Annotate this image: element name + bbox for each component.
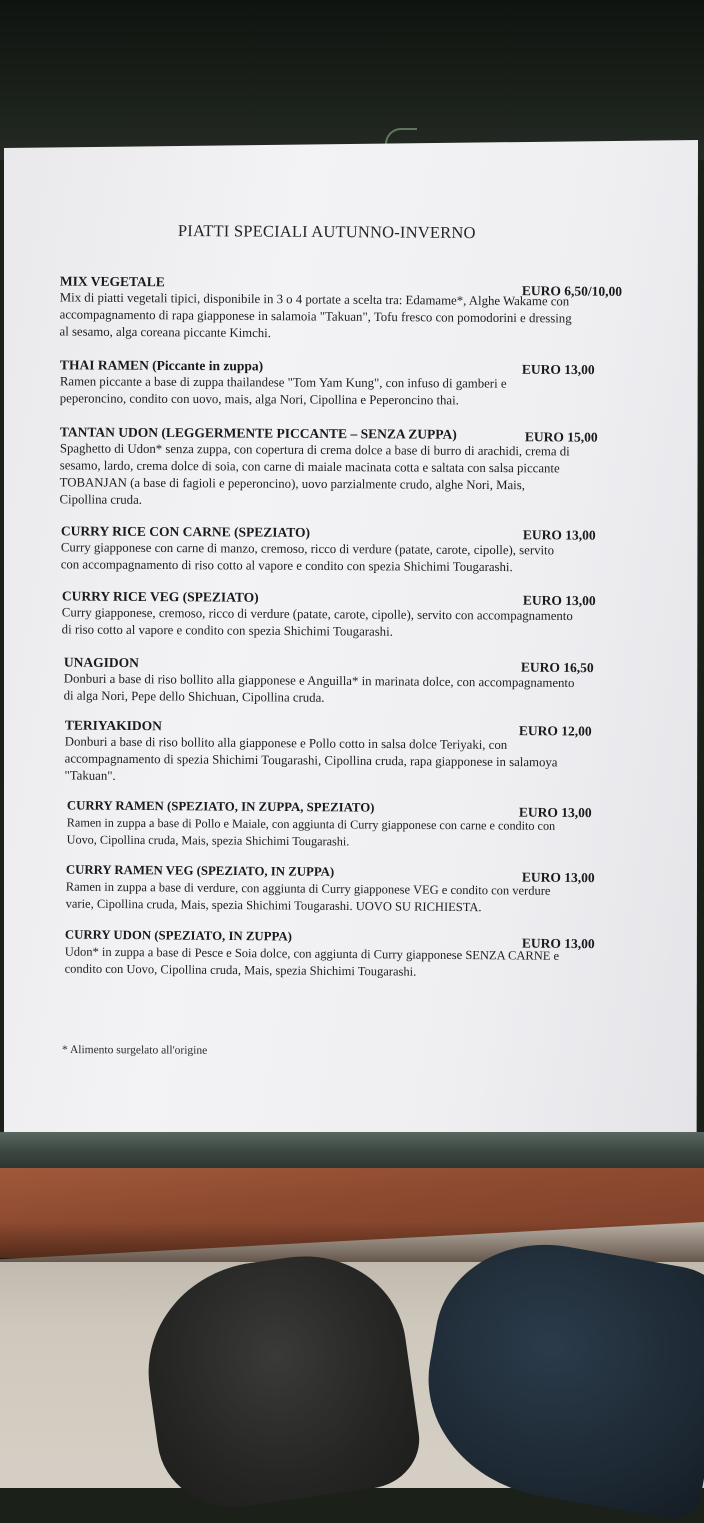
description-line: condito con Uovo, Cipollina cruda, Mais, spezia Shichimi Tougarashi. — [64, 961, 417, 979]
item-description — [64, 671, 575, 709]
description-line: TOBANJAN (a base di fagioli e peperoncino), uovo parzialmente crudo, alghe Nori, Mais, — [59, 475, 525, 493]
item-price: EURO 16,50 — [520, 659, 594, 676]
item-name: CURRY RAMEN VEG (SPEZIATO, IN ZUPPA) — [65, 862, 335, 879]
item-description — [60, 373, 507, 409]
item-price: EURO 13,00 — [522, 527, 596, 543]
item-description — [62, 604, 573, 642]
item-price: EURO 13,00 — [521, 935, 595, 952]
item-description — [61, 539, 554, 576]
item-price: EURO 12,00 — [518, 723, 592, 739]
item-name: CURRY RICE CON CARNE (SPEZIATO) — [60, 523, 311, 540]
item-description — [59, 289, 571, 344]
item-price: EURO 13,00 — [521, 869, 595, 886]
item-name: CURRY RICE VEG (SPEZIATO) — [61, 588, 259, 605]
item-price: EURO 13,00 — [522, 592, 596, 609]
item-price: EURO 13,00 — [521, 361, 595, 378]
dark-background-top — [0, 0, 704, 160]
description-line: accompagnamento di spezia Shichimi Tougarashi, Cipollina cruda, rapa giapponese in salamoya — [64, 751, 558, 770]
description-line: "Takuan". — [64, 768, 116, 783]
description-line: Ramen in zuppa a base di verdure, con aggiunta di Curry giapponese VEG e condito con verdure — [65, 879, 551, 898]
item-name: CURRY UDON (SPEZIATO, IN ZUPPA) — [64, 927, 292, 944]
item-name: CURRY RAMEN (SPEZIATO, IN ZUPPA, SPEZIATO) — [66, 798, 375, 815]
description-line: di alga Nori, Pepe dello Shichuan, Cipollina cruda. — [63, 688, 325, 705]
description-line: peperoncino, condito con uovo, mais, alga Nori, Cipollina e Peperoncino thai. — [59, 391, 459, 408]
item-price: EURO 13,00 — [518, 804, 592, 821]
description-line: Udon* in zuppa a base di Pesce e Soia dolce, con aggiunta di Curry giapponese SENZA CARNE e — [64, 944, 560, 963]
description-line: Spaghetto di Udon* senza zuppa, con copertura di crema dolce a base di burro di arachidi, crema di — [59, 441, 570, 459]
item-name: THAI RAMEN (Piccante in zuppa) — [59, 357, 264, 374]
item-price: EURO 6,50/10,00 — [521, 283, 623, 299]
description-line: sesamo, lardo, crema dolce di soia, con carne di maiale macinata cotta e saltata con salsa piccante — [59, 458, 560, 476]
description-line: Curry giapponese con carne di manzo, cremoso, ricco di verdure (patate, carote, cipolle), servito — [60, 540, 555, 558]
clipboard-frame-edge — [0, 1132, 704, 1172]
item-name: MIX VEGETALE — [59, 273, 165, 290]
item-price: EURO 15,00 — [524, 429, 598, 445]
item-name: TERIYAKIDON — [64, 717, 163, 734]
description-line: Mix di piatti vegetali tipici, disponibile in 3 o 4 portate a scelta tra: Edamame*, Alghe Wakame con — [59, 290, 570, 309]
item-name: TANTAN UDON (LEGGERMENTE PICCANTE – SENZA ZUPPA) — [59, 424, 457, 442]
description-line: Donburi a base di riso bollito alla giapponese e Anguilla* in marinata dolce, con accompagnamento — [63, 671, 575, 691]
item-description — [67, 814, 556, 851]
description-line: varie, Cipollina cruda, Mais, spezia Shichimi Tougarashi. UOVO SU RICHIESTA. — [65, 896, 482, 915]
description-line: al sesamo, alga coreana piccante Kimchi. — [59, 324, 271, 341]
description-line: di riso cotto al vapore e condito con spezia Shichimi Tougarashi. — [61, 622, 393, 639]
item-description — [59, 440, 569, 511]
description-line: Curry giapponese, cremoso, ricco di verdure (patate, carote, cipolle), servito con accompagnamento — [61, 605, 573, 623]
description-line: con accompagnamento di riso cotto al vapore e condito con spezia Shichimi Tougarashi. — [60, 557, 513, 575]
description-line: Ramen piccante a base di zuppa thailandese "Tom Yam Kung", con infuso di gamberi e — [59, 374, 507, 391]
description-line: Donburi a base di riso bollito alla giapponese e Pollo cotto in salsa dolce Teriyaki, con — [64, 734, 508, 752]
footnote: * Alimento surgelato all'origine — [61, 1044, 208, 1057]
item-description — [65, 944, 560, 982]
item-description — [66, 879, 551, 917]
item-description — [64, 734, 557, 789]
description-line: Ramen in zuppa a base di Pollo e Maiale, con aggiunta di Curry giapponese con carne e condito con — [66, 815, 556, 833]
description-line: accompagnamento di rapa giapponese in salamoia "Takuan", Tofu fresco con pomodorini e dressing — [59, 307, 572, 326]
description-line: Uovo, Cipollina cruda, Mais, spezia Shichimi Tougarashi. — [66, 832, 350, 849]
description-line: Cipollina cruda. — [59, 492, 143, 507]
item-name: UNAGIDON — [63, 654, 140, 671]
menu-title: PIATTI SPECIALI AUTUNNO-INVERNO — [177, 221, 476, 243]
